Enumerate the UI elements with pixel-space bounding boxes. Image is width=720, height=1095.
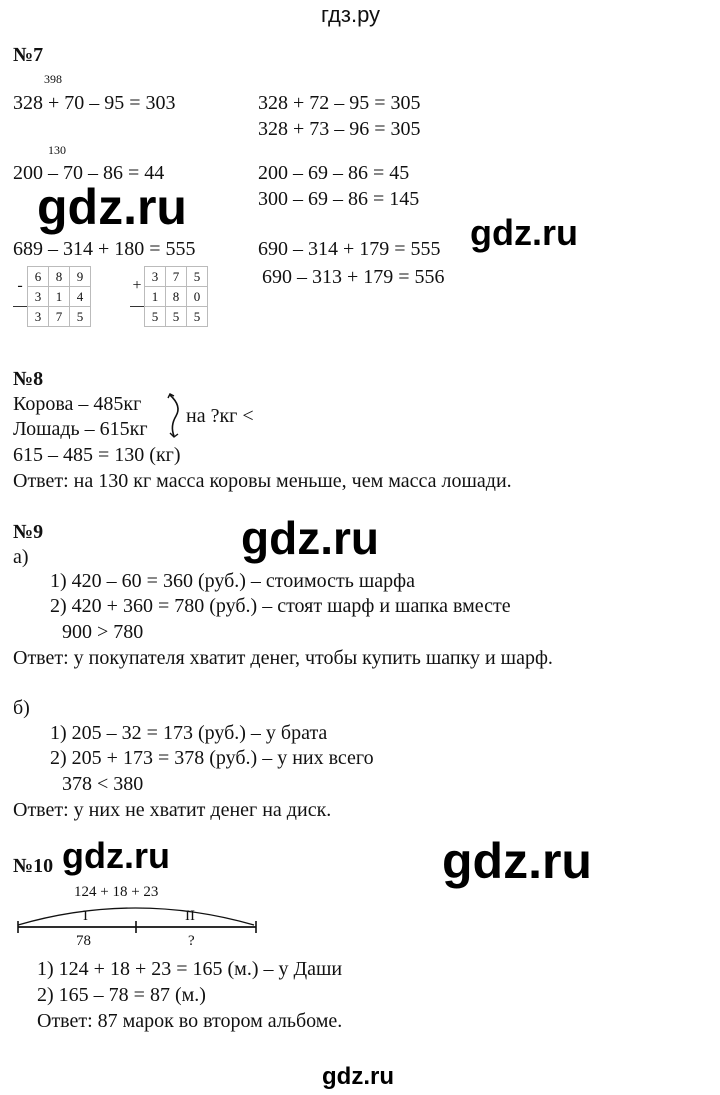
watermark: gdz.ru: [241, 512, 379, 564]
task9-part-a: а): [13, 546, 29, 568]
task10-length-1: 78: [76, 933, 91, 949]
segment-diagram: [10, 897, 260, 937]
task10-length-2: ?: [188, 933, 195, 949]
task7-eq-r1b: 328 + 73 – 96 = 305: [258, 118, 421, 140]
site-footer: gdz.ru: [322, 1063, 394, 1090]
watermark: gdz.ru: [470, 212, 578, 253]
watermark: gdz.ru: [62, 835, 170, 876]
digit: 0: [187, 287, 208, 307]
task9-b-compare: 378 < 380: [62, 773, 144, 795]
digit: 9: [70, 267, 91, 287]
watermark: gdz.ru: [442, 833, 592, 889]
task7-eq-l2: 200 – 70 – 86 = 44: [13, 162, 165, 184]
task8-horse: Лошадь – 615кг: [13, 418, 148, 440]
digit: 5: [166, 307, 187, 327]
task10-answer: Ответ: 87 марок во втором альбоме.: [37, 1010, 343, 1032]
task9-b-answer: Ответ: у них не хватит денег на диск.: [13, 799, 332, 821]
task9-b-step2: 2) 205 + 173 = 378 (руб.) – у них всего: [50, 747, 374, 769]
digit: 1: [49, 287, 70, 307]
task8-title: №8: [13, 368, 44, 390]
digit: 8: [49, 267, 70, 287]
task8-cow: Корова – 485кг: [13, 393, 142, 415]
site-header: гдз.ру: [321, 2, 381, 27]
task9-a-step2: 2) 420 + 360 = 780 (руб.) – стоят шарф и шапка вместе: [50, 595, 511, 617]
digit: 1: [145, 287, 166, 307]
task7-eq-r1: 328 + 72 – 95 = 305: [258, 92, 421, 114]
digit: 5: [187, 267, 208, 287]
brace-arrow-icon: [166, 392, 186, 440]
digit: 5: [187, 307, 208, 327]
plus-sign: +: [132, 277, 142, 295]
task9-a-compare: 900 > 780: [62, 621, 144, 643]
task10-total-label: 124 + 18 + 23: [74, 884, 159, 900]
task10-segment-1: I: [83, 908, 88, 924]
task8-answer: Ответ: на 130 кг масса коровы меньше, чем масса лошади.: [13, 470, 512, 492]
task7-annotation-1: 398: [44, 72, 62, 86]
digit: 3: [28, 287, 49, 307]
task7-annotation-2: 130: [48, 143, 66, 157]
task7-eq-l1: 328 + 70 – 95 = 303: [13, 92, 176, 114]
task7-eq-r3b: 690 – 313 + 179 = 556: [262, 266, 445, 288]
column-subtraction: [13, 266, 91, 327]
watermark: gdz.ru: [37, 179, 187, 235]
digit: 8: [166, 287, 187, 307]
task7-title: №7: [13, 44, 44, 66]
digit: 4: [70, 287, 91, 307]
task9-title: №9: [13, 521, 44, 543]
task10-step1: 1) 124 + 18 + 23 = 165 (м.) – у Даши: [37, 958, 343, 980]
digit: 6: [28, 267, 49, 287]
task9-b-step1: 1) 205 – 32 = 173 (руб.) – у брата: [50, 722, 328, 744]
task9-part-b: б): [13, 697, 30, 719]
digit: 3: [28, 307, 49, 327]
task10-segment-2: II: [185, 908, 195, 924]
digit: 5: [145, 307, 166, 327]
task9-a-answer: Ответ: у покупателя хватит денег, чтобы купить шапку и шарф.: [13, 647, 553, 669]
digit: 3: [145, 267, 166, 287]
minus-sign: -: [17, 277, 23, 295]
digit: 7: [49, 307, 70, 327]
task8-calc: 615 – 485 = 130 (кг): [13, 444, 181, 466]
task8-question: на ?кг <: [186, 405, 254, 427]
task7-eq-r2b: 300 – 69 – 86 = 145: [258, 188, 420, 210]
digit: 7: [166, 267, 187, 287]
task9-a-step1: 1) 420 – 60 = 360 (руб.) – стоимость шарфа: [50, 570, 415, 592]
task7-eq-r3: 690 – 314 + 179 = 555: [258, 238, 441, 260]
digit: 5: [70, 307, 91, 327]
task7-eq-r2: 200 – 69 – 86 = 45: [258, 162, 410, 184]
task7-eq-l3: 689 – 314 + 180 = 555: [13, 238, 196, 260]
column-addition: [130, 266, 208, 327]
task10-step2: 2) 165 – 78 = 87 (м.): [37, 984, 206, 1006]
task10-title: №10: [13, 855, 54, 877]
